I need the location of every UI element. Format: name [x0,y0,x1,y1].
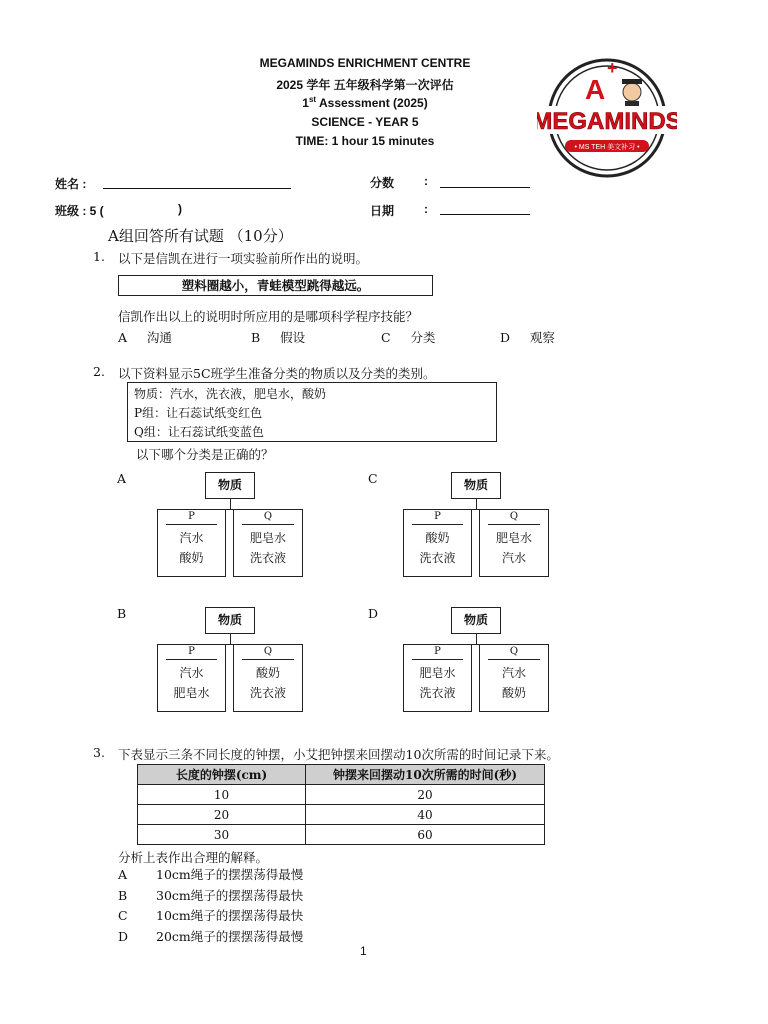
q3-option-a[interactable]: A 10cm绳子的摆摆荡得最慢 [118,867,304,882]
q2-info-line: 物质：汽水，洗衣液，肥皂水，酸奶 [134,387,327,401]
tree-q-label: Q [488,645,540,660]
table-header: 长度的钟摆(cm) [138,765,306,785]
tree-connector [476,499,477,509]
tree-q-box [479,509,549,577]
tree-p-items [404,525,471,568]
q2-option-tree[interactable] [403,472,549,580]
svg-text:• MS TEH 美文补习 •: • MS TEH 美文补习 • [574,144,640,151]
svg-text:MEGAMINDS: MEGAMINDS [537,108,677,135]
q3-number: 3. [93,745,105,760]
section-title: A组回答所有试题 （10分） [108,227,293,245]
tree-item: 肥皂水 [249,531,286,545]
table-cell: 40 [306,805,545,825]
tree-item: 肥皂水 [419,666,456,680]
q2-option-letter: A [117,471,127,486]
table-row [138,805,545,825]
tree-root-box: 物质 [205,607,255,634]
q2-number: 2. [93,364,105,379]
table-cell: 10 [138,785,306,805]
tree-q-items [234,525,302,568]
tree-p-items [404,660,471,703]
tree-p-label: P [412,510,463,525]
tree-q-label: Q [242,645,294,660]
tree-item: 酸奶 [425,531,450,545]
q2-info-line: P组：让石蕊试纸变红色 [134,406,263,420]
q1-option-a[interactable]: A 沟通 [118,330,172,345]
tree-root-box: 物质 [451,472,501,499]
q1-option-d[interactable]: D 观察 [500,330,555,345]
name-label: 姓名 : [55,177,87,191]
tree-p-items [158,660,225,703]
q3-question: 分析上表作出合理的解释。 [118,850,269,865]
tree-connector [230,634,231,644]
tree-p-label: P [412,645,463,660]
tree-item: 汽水 [501,666,526,680]
tree-p-box [403,509,472,577]
tree-item: 洗衣液 [419,551,456,565]
date-input-line[interactable] [440,214,530,215]
tree-item: 汽水 [501,551,526,565]
q2-option-letter: D [368,606,379,621]
tree-item: 洗衣液 [249,551,286,565]
q1-options [118,328,558,346]
centre-name: MEGAMINDS ENRICHMENT CENTRE [259,56,471,70]
tree-q-label: Q [242,510,294,525]
q3-options [118,865,303,947]
time-line: TIME: 1 hour 15 minutes [295,134,435,148]
year-line: 2025 学年 五年级科学第一次评估 [276,78,454,92]
q3-option-d[interactable]: D 20cm绳子的摆摆荡得最慢 [118,928,304,944]
tree-q-items [234,660,302,703]
tree-q-box [233,509,303,577]
tree-connector [230,499,231,509]
q1-option-c[interactable]: C 分类 [381,330,436,345]
tree-p-box [403,644,472,712]
tree-q-box [233,644,303,712]
svg-text:A: A [585,74,606,105]
tree-connector [476,634,477,644]
q2-option-letter: C [368,471,378,486]
tree-item: 汽水 [179,531,204,545]
score-colon: : [424,174,428,188]
tree-item: 洗衣液 [419,686,456,700]
q1-number: 1. [93,249,105,264]
tree-item: 肥皂水 [495,531,532,545]
tree-item: 洗衣液 [249,686,286,700]
q2-option-letter: B [117,606,127,621]
q2-option-tree[interactable] [157,472,303,580]
tree-item: 酸奶 [255,666,280,680]
q1-statement-box: 塑料圈越小，青蛙模型跳得越远。 [118,275,433,296]
table-header-row [138,765,545,785]
q1-question: 信凯作出以上的说明时所应用的是哪项科学程序技能？ [118,309,419,324]
tree-p-box [157,509,226,577]
score-input-line[interactable] [440,187,530,188]
subject-line: SCIENCE - YEAR 5 [311,115,419,129]
table-cell: 20 [138,805,306,825]
tree-root-box: 物质 [205,472,255,499]
tree-item: 酸奶 [179,551,204,565]
table-cell: 30 [138,825,306,845]
q3-table [137,764,545,845]
q2-text: 以下资料显示5C班学生准备分类的物质以及分类的类别。 [118,366,436,381]
page-number: 1 [360,944,367,958]
assessment-line: 1st Assessment (2025) [302,95,428,110]
q3-option-b[interactable]: B 30cm绳子的摆摆荡得最快 [118,887,304,903]
score-label: 分数 [370,176,395,190]
q3-option-c[interactable]: C 10cm绳子的摆摆荡得最快 [118,908,304,923]
table-header: 钟摆来回摆动10次所需的时间(秒) [306,765,545,785]
q1-text: 以下是信凯在进行一项实验前所作出的说明。 [118,251,369,266]
q2-info-box [127,382,497,442]
q2-info-line: Q组：让石蕊试纸变蓝色 [134,425,264,439]
q2-option-tree[interactable] [157,607,303,715]
tree-q-label: Q [488,510,540,525]
tree-root-box: 物质 [451,607,501,634]
tree-p-label: P [166,510,217,525]
table-cell: 60 [306,825,545,845]
table-cell: 20 [306,785,545,805]
svg-text:+: + [607,58,618,78]
date-label: 日期 [370,204,395,218]
q2-option-tree[interactable] [403,607,549,715]
date-colon: : [424,202,428,216]
name-input-line[interactable] [103,188,291,189]
tree-item: 酸奶 [501,686,526,700]
tree-p-items [158,525,225,568]
tree-q-items [480,660,548,703]
class-close: ) [178,202,182,216]
tree-q-box [479,644,549,712]
table-row [138,825,545,845]
megaminds-logo [537,52,677,182]
tree-q-items [480,525,548,568]
tree-p-box [157,644,226,712]
class-label: 班级 : 5 ( [55,204,104,218]
table-row [138,785,545,805]
q2-question: 以下哪个分类是正确的？ [136,447,274,462]
q1-option-b[interactable]: B 假设 [251,330,306,345]
tree-item: 汽水 [179,666,204,680]
tree-item: 肥皂水 [173,686,210,700]
q3-text: 下表显示三条不同长度的钟摆，小艾把钟摆来回摆动10次所需的时间记录下来。 [118,747,559,762]
tree-p-label: P [166,645,217,660]
